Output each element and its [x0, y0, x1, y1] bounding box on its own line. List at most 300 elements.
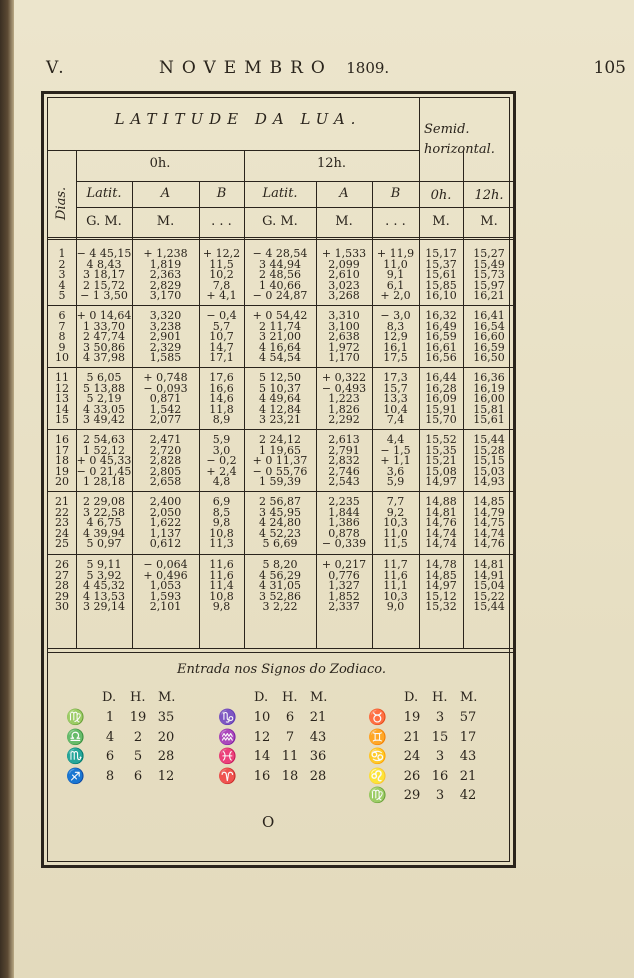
scorpio-icon: ♏	[66, 747, 85, 765]
table-cell: 5 12,50	[259, 371, 301, 384]
zodiac-hour: 15	[431, 729, 449, 745]
zodiac-minute: 42	[459, 788, 477, 803]
zodiac-minute: 17	[459, 729, 477, 745]
table-cell: 3 29,14	[83, 600, 125, 613]
table-cell: 1,844	[328, 505, 360, 519]
day-number: 15	[55, 413, 69, 426]
table-cell: 3 52,86	[259, 589, 301, 603]
table-cell: 2,613	[328, 433, 360, 446]
table-cell: + 1,1	[380, 454, 411, 467]
day-number: 12	[55, 381, 69, 395]
zodiac-rule	[48, 652, 515, 653]
zodiac-hour: 6	[285, 710, 295, 725]
table-cell: 15,49	[473, 257, 505, 271]
table-cell: 3,310	[328, 309, 360, 322]
zodiac-hour: 3	[435, 749, 445, 764]
table-cell: 1,819	[149, 257, 182, 271]
table-cell: 14,88	[425, 495, 457, 508]
table-cell: 14,81	[425, 505, 457, 519]
table-cell: + 1,533	[321, 247, 367, 260]
unit-header: G. M.	[86, 214, 122, 229]
table-cell: − 0,064	[143, 558, 188, 571]
day-number: 2	[58, 257, 66, 271]
table-cell: 4 49,64	[259, 392, 301, 405]
table-cell: 11,6	[383, 568, 408, 582]
table-cell: 3 50,86	[83, 340, 125, 354]
table-cell: 0,878	[328, 526, 360, 540]
day-number: 26	[55, 558, 69, 571]
table-cell: 15,44	[473, 433, 505, 446]
table-cell: 11,8	[209, 402, 234, 416]
table-cell: 7,8	[212, 278, 231, 292]
column-header: Latit.	[86, 186, 122, 201]
taurus-icon: ♉	[368, 708, 387, 726]
table-cell: 0,776	[328, 568, 360, 582]
table-cell: − 0,4	[206, 309, 237, 322]
table-cell: 3,023	[328, 278, 360, 292]
table-cell: 2,101	[149, 600, 182, 613]
table-cell: 16,59	[425, 330, 457, 343]
group-rule	[419, 367, 515, 368]
day-number: 22	[55, 505, 69, 519]
table-cell: 9,2	[386, 505, 405, 519]
table-cell: 16,10	[425, 289, 457, 302]
table-cell: 16,60	[473, 330, 505, 343]
table-cell: 11,3	[209, 537, 234, 550]
zodiac-col-header: M.	[460, 690, 478, 705]
table-cell: 15,03	[473, 464, 505, 478]
day-number: 30	[55, 600, 69, 613]
latitude-table-frame	[41, 91, 516, 868]
table-cell: 3,0	[212, 443, 231, 457]
table-cell: 8,9	[212, 413, 231, 426]
table-cell: 11,1	[383, 579, 408, 592]
zodiac-day: 8	[105, 768, 115, 784]
zodiac-col-header: D.	[102, 690, 117, 705]
table-cell: 15,97	[473, 278, 505, 292]
table-cell: 5,9	[212, 433, 231, 446]
table-cell: 16,28	[425, 381, 457, 395]
day-number: 11	[55, 371, 69, 384]
table-cell: 4 24,80	[259, 516, 301, 529]
table-cell: 0,871	[149, 392, 182, 405]
group-rule	[419, 491, 515, 492]
table-cell: 1 59,39	[259, 475, 301, 488]
table-cell: 2,720	[149, 443, 182, 457]
table-cell: 1 19,65	[259, 443, 301, 457]
table-cell: 15,81	[473, 402, 505, 416]
table-cell: 4,4	[386, 433, 405, 446]
table-cell: 16,49	[425, 319, 457, 333]
table-cell: 2,329	[149, 340, 182, 354]
column-header: A	[339, 186, 349, 201]
table-cell: 2,828	[149, 454, 182, 467]
column-header: Latit.	[262, 186, 298, 201]
day-number: 23	[55, 516, 69, 529]
table-cell: 0,612	[149, 537, 182, 550]
table-cell: 1 52,12	[83, 443, 125, 457]
table-cell: 3 45,95	[259, 505, 301, 519]
hour-0-label: 0h.	[149, 156, 171, 171]
table-cell: 1,137	[149, 526, 182, 540]
zodiac-hour: 6	[133, 768, 143, 784]
table-cell: 15,61	[473, 413, 505, 426]
table-cell: 2,363	[149, 268, 182, 281]
table-cell: 4 45,32	[83, 579, 125, 592]
table-cell: 4 6,75	[86, 516, 122, 529]
table-cell: 4 12,84	[259, 402, 301, 416]
table-cell: 5 0,97	[86, 537, 122, 550]
zodiac-hour: 3	[435, 788, 445, 803]
table-cell: 3 23,21	[259, 413, 301, 426]
table-cell: 7,4	[386, 413, 405, 426]
column-header: B	[216, 186, 227, 201]
zodiac-col-header: H.	[130, 690, 146, 705]
unit-header: M.	[335, 214, 353, 229]
day-number: 19	[55, 464, 69, 478]
table-cell: − 0,093	[143, 381, 188, 395]
table-cell: + 0,496	[143, 568, 188, 582]
table-cell: − 0 24,87	[252, 289, 308, 302]
table-cell: 15,32	[425, 600, 457, 613]
table-cell: 2,832	[328, 454, 360, 467]
table-cell: 15,52	[425, 433, 457, 446]
table-cell: 14,78	[425, 558, 457, 571]
table-cell: 14,76	[473, 537, 505, 550]
table-cell: 3 49,42	[83, 413, 125, 426]
table-cell: 14,81	[473, 558, 505, 571]
table-cell: 4 54,54	[259, 351, 301, 364]
zodiac-hour: 2	[133, 729, 143, 745]
table-cell: − 0 55,76	[252, 464, 308, 478]
table-cell: + 2,4	[206, 464, 237, 478]
table-cell: 2 11,74	[259, 319, 301, 333]
table-cell: 14,76	[425, 516, 457, 529]
year-label: 1809.	[346, 59, 390, 77]
zodiac-col-header: D.	[404, 690, 419, 705]
table-cell: 4 8,43	[86, 257, 122, 271]
day-number: 3	[58, 268, 66, 281]
table-cell: 1,593	[149, 589, 182, 603]
table-cell: 14,97	[425, 579, 457, 592]
table-cell: 5,7	[212, 319, 231, 333]
table-cell: 12,9	[383, 330, 408, 343]
day-number: 18	[55, 454, 69, 467]
table-cell: 4 39,94	[83, 526, 125, 540]
table-cell: 14,91	[473, 568, 505, 582]
table-cell: 16,61	[425, 340, 457, 354]
column-header: A	[160, 186, 171, 201]
table-cell: 1,542	[149, 402, 182, 416]
table-cell: 2,099	[328, 257, 360, 271]
group-rule	[48, 305, 419, 306]
table-cell: 11,5	[383, 537, 408, 550]
table-cell: 14,74	[425, 537, 457, 550]
table-cell: 16,1	[383, 340, 408, 354]
zodiac-title: Entrada nos Signos do Zodiaco.	[176, 662, 387, 677]
table-cell: 11,5	[209, 257, 234, 271]
table-cell: 1,622	[149, 516, 182, 529]
day-number: 14	[55, 402, 69, 416]
table-cell: 1,223	[328, 392, 360, 405]
table-cell: 1 40,66	[259, 278, 301, 292]
table-cell: 11,6	[209, 558, 234, 571]
table-cell: + 12,2	[202, 247, 241, 260]
zodiac-hour: 19	[129, 710, 147, 725]
table-cell: 4 31,05	[259, 579, 301, 592]
table-cell: + 0,748	[143, 371, 188, 384]
table-cell: 2,471	[149, 433, 182, 446]
table-cell: 10,3	[383, 516, 408, 529]
table-cell: − 0,339	[321, 537, 367, 550]
hour-12-label: 12h.	[316, 156, 347, 171]
unit-header: G. M.	[262, 214, 298, 229]
zodiac-minute: 21	[309, 710, 327, 725]
table-cell: 15,35	[425, 443, 457, 457]
table-rule	[48, 237, 515, 238]
table-cell: 5 9,11	[86, 558, 122, 571]
table-cell: 4 16,64	[259, 340, 301, 354]
day-number: 10	[55, 351, 69, 364]
day-number: 6	[58, 309, 66, 322]
table-cell: 2 48,56	[259, 268, 301, 281]
section-marker: V.	[46, 58, 67, 78]
table-cell: 16,09	[425, 392, 457, 405]
signature-mark: O	[262, 813, 275, 831]
table-cell: 2,829	[149, 278, 182, 292]
table-cell: 2,050	[149, 505, 182, 519]
day-number: 20	[55, 475, 69, 488]
zodiac-day: 16	[253, 768, 271, 784]
zodiac-hour: 5	[133, 749, 143, 764]
day-number: 7	[58, 319, 66, 333]
table-cell: 5,9	[386, 475, 405, 488]
table-cell: 2 24,12	[259, 433, 301, 446]
table-cell: 16,00	[473, 392, 505, 405]
zodiac-col-header: H.	[282, 690, 298, 705]
table-cell: 10,2	[209, 268, 234, 281]
table-cell: 15,85	[425, 278, 457, 292]
table-cell: 14,97	[425, 475, 457, 488]
table-cell: 2,805	[149, 464, 182, 478]
table-cell: 10,4	[383, 402, 408, 416]
table-cell: − 1,5	[380, 443, 411, 457]
day-number: 8	[58, 330, 66, 343]
table-cell: 2,658	[149, 475, 182, 488]
table-cell: 10,7	[209, 330, 234, 343]
table-cell: 4 13,53	[83, 589, 125, 603]
day-number: 5	[58, 289, 66, 302]
table-cell: 16,54	[473, 319, 505, 333]
table-cell: 5 2,19	[86, 392, 122, 405]
table-cell: 15,27	[473, 247, 505, 260]
zodiac-day: 29	[403, 788, 421, 803]
table-cell: 3 22,58	[83, 505, 125, 519]
zodiac-day: 14	[253, 749, 271, 764]
virgo-icon: ♍	[368, 786, 387, 804]
table-cell: 5 6,05	[86, 371, 122, 384]
table-cell: + 0,217	[321, 558, 367, 571]
table-cell: + 0 11,37	[252, 454, 308, 467]
zodiac-minute: 28	[309, 768, 327, 784]
unit-header: M.	[156, 214, 175, 229]
zodiac-minute: 36	[309, 749, 327, 764]
table-cell: − 4 28,54	[252, 247, 308, 260]
unit-header: . . .	[385, 214, 406, 229]
table-rule	[76, 181, 515, 182]
zodiac-minute: 43	[459, 749, 477, 764]
table-cell: 17,6	[209, 371, 234, 384]
semid-title: horizontal.	[424, 142, 495, 157]
table-cell: + 0 45,33	[76, 454, 132, 467]
column-header: 12h.	[474, 188, 504, 203]
zodiac-hour: 16	[431, 768, 449, 784]
table-cell: 5 3,92	[86, 568, 122, 582]
zodiac-col-header: H.	[432, 690, 448, 705]
zodiac-minute: 12	[157, 768, 175, 784]
table-rule	[48, 150, 419, 151]
day-number: 24	[55, 526, 69, 540]
day-number: 16	[55, 433, 69, 446]
table-cell: 16,19	[473, 381, 505, 395]
table-cell: 2,791	[328, 443, 360, 457]
table-cell: + 2,0	[380, 289, 411, 302]
table-cell: − 0,493	[321, 381, 367, 395]
table-cell: 9,8	[212, 600, 231, 613]
table-cell: − 0 21,45	[76, 464, 132, 478]
group-rule	[419, 305, 515, 306]
table-cell: 2,610	[328, 268, 360, 281]
table-cell: 8,5	[212, 505, 231, 519]
semid-title: Semid.	[424, 122, 470, 137]
almanac-page	[14, 0, 634, 978]
group-rule	[419, 429, 515, 430]
table-cell: 6,9	[212, 495, 231, 508]
table-cell: 10,3	[383, 589, 408, 603]
column-header: 0h.	[430, 188, 452, 203]
table-cell: 4,8	[212, 475, 231, 488]
zodiac-rule	[48, 648, 515, 649]
table-cell: 15,21	[425, 454, 457, 467]
table-cell: 1 33,70	[83, 319, 125, 333]
zodiac-minute: 21	[459, 768, 477, 784]
table-cell: 14,7	[209, 340, 234, 354]
zodiac-minute: 43	[309, 729, 327, 745]
table-rule	[48, 239, 515, 240]
aries-icon: ♈	[218, 766, 237, 785]
table-cell: 14,85	[473, 495, 505, 508]
table-cell: − 3,0	[380, 309, 411, 322]
table-cell: 4 37,98	[83, 351, 125, 364]
table-cell: 16,44	[425, 371, 457, 384]
zodiac-minute: 28	[157, 749, 175, 764]
table-cell: 3,268	[328, 289, 360, 302]
table-cell: + 11,9	[376, 247, 415, 260]
pisces-icon: ♓	[218, 747, 237, 765]
zodiac-day: 24	[403, 749, 421, 764]
table-cell: 16,36	[473, 371, 505, 384]
table-cell: 3 2,22	[262, 600, 298, 613]
table-cell: 11,7	[383, 558, 408, 571]
table-cell: 3,320	[149, 309, 182, 322]
table-cell: 14,74	[425, 526, 457, 540]
table-cell: 15,7	[383, 381, 408, 395]
zodiac-minute: 35	[157, 710, 175, 725]
table-cell: 10,8	[209, 589, 234, 603]
capricorn-icon: ♑	[218, 708, 237, 726]
table-cell: 2 56,87	[259, 495, 301, 508]
zodiac-minute: 20	[157, 729, 175, 745]
table-cell: − 4 45,15	[76, 247, 132, 260]
unit-header: . . .	[211, 214, 232, 229]
table-cell: 2,337	[328, 600, 360, 613]
sagittarius-icon: ♐	[66, 766, 85, 785]
zodiac-day: 21	[403, 729, 421, 745]
table-cell: 9,1	[386, 268, 405, 281]
table-cell: 9,8	[212, 516, 231, 529]
table-cell: 16,6	[209, 381, 234, 395]
zodiac-day: 6	[105, 749, 115, 764]
group-rule	[419, 554, 515, 555]
table-cell: 2,638	[328, 330, 360, 343]
libra-icon: ♎	[66, 727, 85, 746]
table-cell: 11,0	[383, 257, 408, 271]
table-cell: 2 29,08	[83, 495, 125, 508]
table-cell: 16,56	[425, 351, 457, 364]
table-cell: 3 18,17	[83, 268, 125, 281]
zodiac-hour: 18	[281, 768, 299, 784]
table-cell: 15,61	[425, 268, 457, 281]
table-cell: 1,972	[328, 340, 360, 354]
group-rule	[48, 554, 419, 555]
table-cell: 2,235	[328, 495, 360, 508]
zodiac-day: 19	[403, 710, 421, 725]
table-cell: 10,8	[209, 526, 234, 540]
table-cell: 1,826	[328, 402, 360, 416]
table-cell: 2 47,74	[83, 330, 125, 343]
table-cell: 15,37	[425, 257, 457, 271]
table-cell: 17,1	[209, 351, 234, 364]
column-header: B	[390, 186, 401, 201]
table-cell: 1 28,18	[83, 475, 125, 488]
table-cell: 2 15,72	[83, 278, 125, 292]
zodiac-col-header: M.	[158, 690, 176, 705]
table-cell: 16,21	[473, 289, 505, 302]
table-cell: 15,70	[425, 413, 457, 426]
table-cell: 17,3	[383, 371, 408, 384]
table-cell: 11,4	[209, 579, 234, 592]
group-rule	[48, 429, 419, 430]
table-cell: 2,077	[149, 413, 182, 426]
table-cell: 14,79	[473, 505, 505, 519]
aquarius-icon: ♒	[218, 727, 237, 746]
table-cell: 15,44	[473, 600, 505, 613]
table-cell: 8,3	[386, 319, 405, 333]
table-cell: 15,28	[473, 443, 505, 457]
page-title	[159, 58, 389, 78]
zodiac-minute: 57	[459, 710, 477, 725]
zodiac-hour: 7	[285, 729, 295, 745]
table-cell: + 4,1	[206, 289, 237, 302]
table-cell: + 0 14,64	[76, 309, 132, 322]
table-cell: 14,85	[425, 568, 457, 582]
day-number: 28	[55, 579, 69, 592]
table-cell: 3,6	[386, 464, 405, 478]
table-cell: 16,59	[473, 340, 505, 354]
table-cell: 14,75	[473, 516, 505, 529]
zodiac-day: 12	[253, 729, 271, 745]
table-cell: 5 6,69	[262, 537, 298, 550]
